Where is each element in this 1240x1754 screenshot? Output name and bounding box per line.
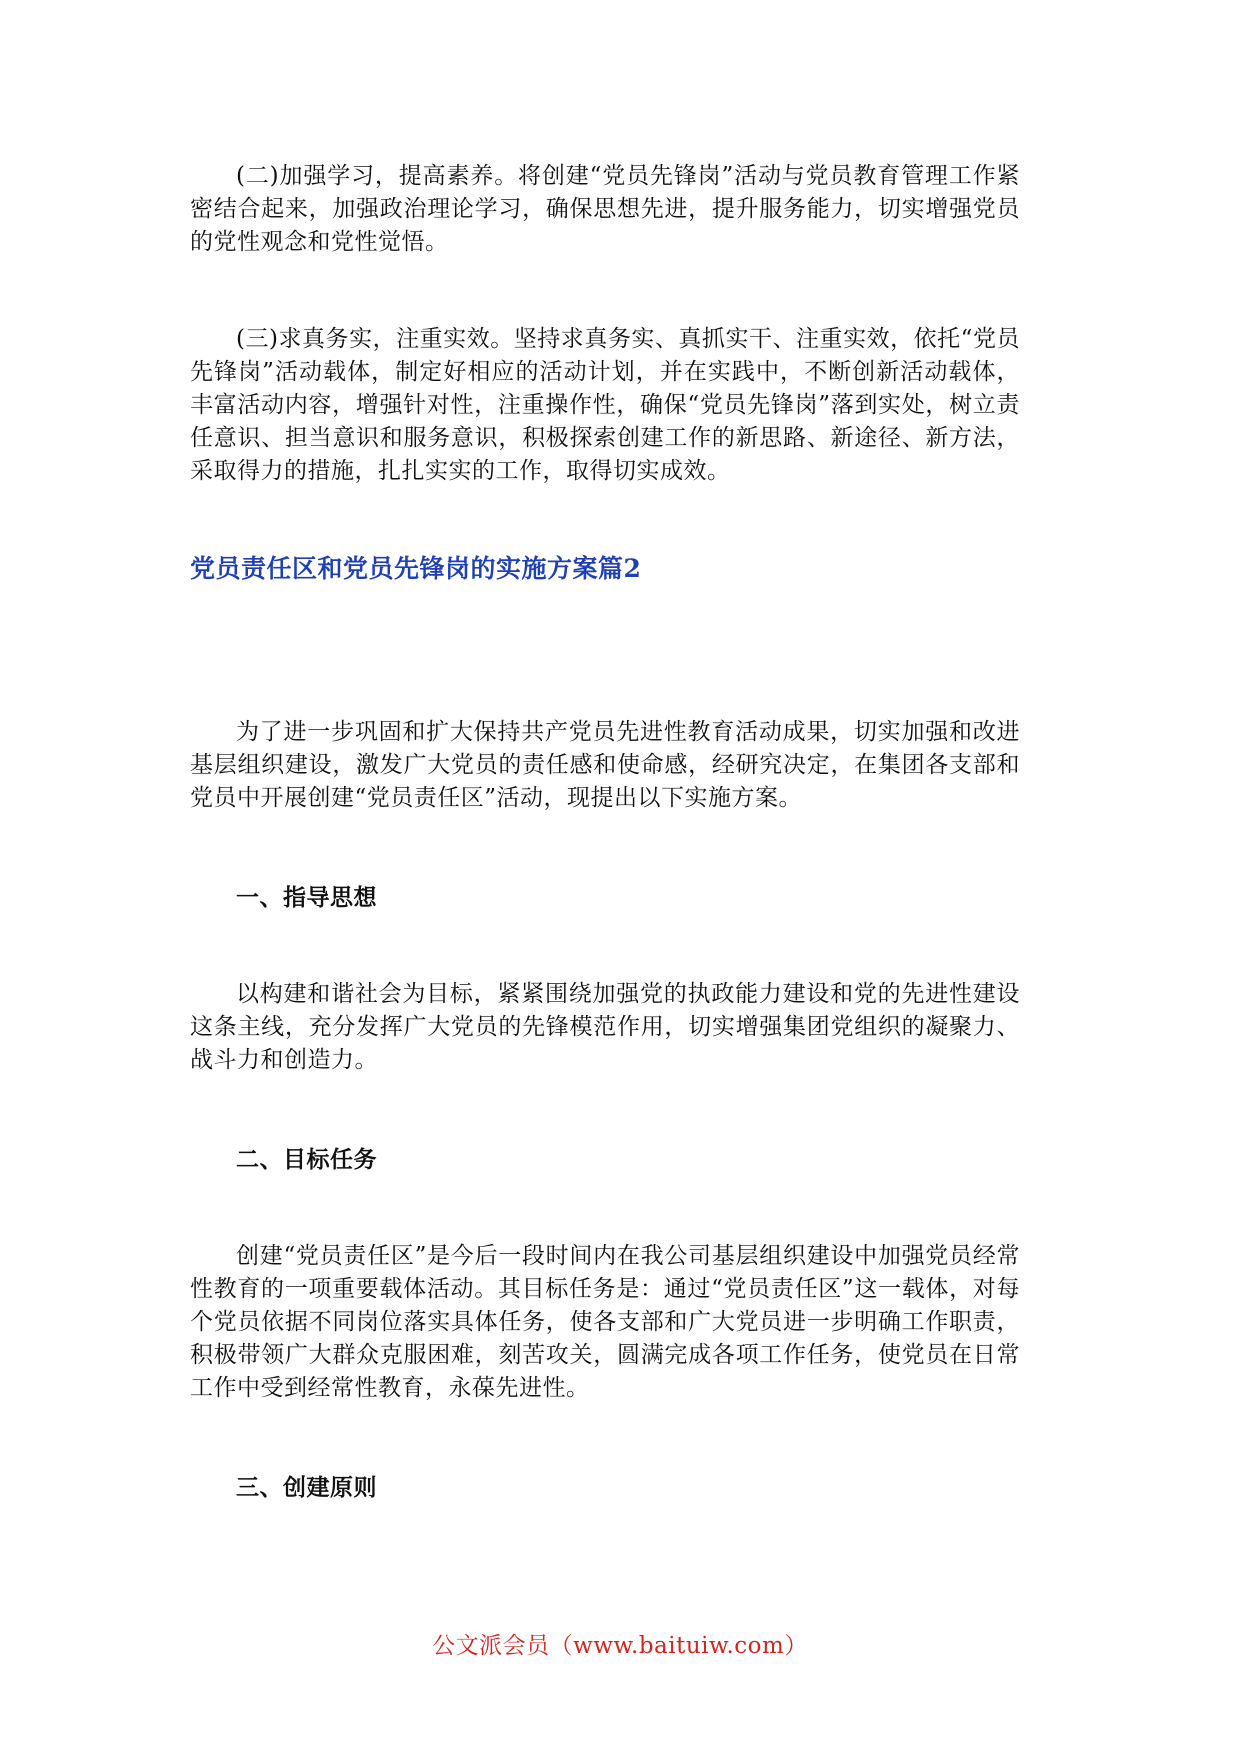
spacer: [190, 1405, 1020, 1471]
spacer: [190, 488, 1020, 552]
spacer: [190, 914, 1020, 978]
paragraph-goals-tasks: 创建“党员责任区”是今后一段时间内在我公司基层组织建设中加强党员经常性教育的一项重要载体活动。其目标任务是：通过“党员责任区”这一载体，对每个党员依据不同岗位落实具体任务，使各支部和广大党员进一步明确工作职责，积极带领广大群众克服困难，刻苦攻关，圆满完成各项工作任务，使党员在日常工作中受到经常性教育，永葆先进性。: [190, 1243, 1020, 1401]
article-title-link[interactable]: 党员责任区和党员先锋岗的实施方案篇2: [190, 554, 642, 583]
footer-watermark-link[interactable]: 公文派会员（www.baituiw.com）: [432, 1633, 808, 1659]
spacer: [190, 586, 1020, 716]
spacer: [190, 1176, 1020, 1240]
paragraph-guiding-ideology: 以构建和谐社会为目标，紧紧围绕加强党的执政能力建设和党的先进性建设这条主线，充分发挥广大党员的先锋模范作用，切实增强集团党组织的凝聚力、战斗力和创造力。: [190, 981, 1020, 1073]
section-heading-guiding-ideology: 一、指导思想: [236, 884, 377, 911]
section-heading-principles: 三、创建原则: [236, 1474, 377, 1501]
paragraph-introduction: 为了进一步巩固和扩大保持共产党员先进性教育活动成果，切实加强和改进基层组织建设，激发广大党员的责任感和使命感，经研究决定，在集团各支部和党员中开展创建“党员责任区”活动，现提出以下实施方案。: [190, 719, 1020, 811]
document-body: [190, 160, 1020, 1504]
section-heading-goals-tasks: 二、目标任务: [236, 1146, 377, 1173]
paragraph-seek-truth: (三)求真务实，注重实效。坚持求真务实、真抓实干、注重实效，依托“党员先锋岗”活动载体，制定好相应的活动计划，并在实践中，不断创新活动载体，丰富活动内容，增强针对性，注重操作性，确保“党员先锋岗”落到实处，树立责任意识、担当意识和服务意识，积极探索创建工作的新思路、新途径、新方法，采取得力的措施，扎扎实实的工作，取得切实成效。: [190, 326, 1020, 484]
spacer: [190, 259, 1020, 323]
spacer: [190, 1077, 1020, 1143]
paragraph-strengthen-study: (二)加强学习，提高素养。将创建“党员先锋岗”活动与党员教育管理工作紧密结合起来，加强政治理论学习，确保思想先进，提升服务能力，切实增强党员的党性观念和党性觉悟。: [190, 163, 1020, 255]
spacer: [190, 815, 1020, 881]
